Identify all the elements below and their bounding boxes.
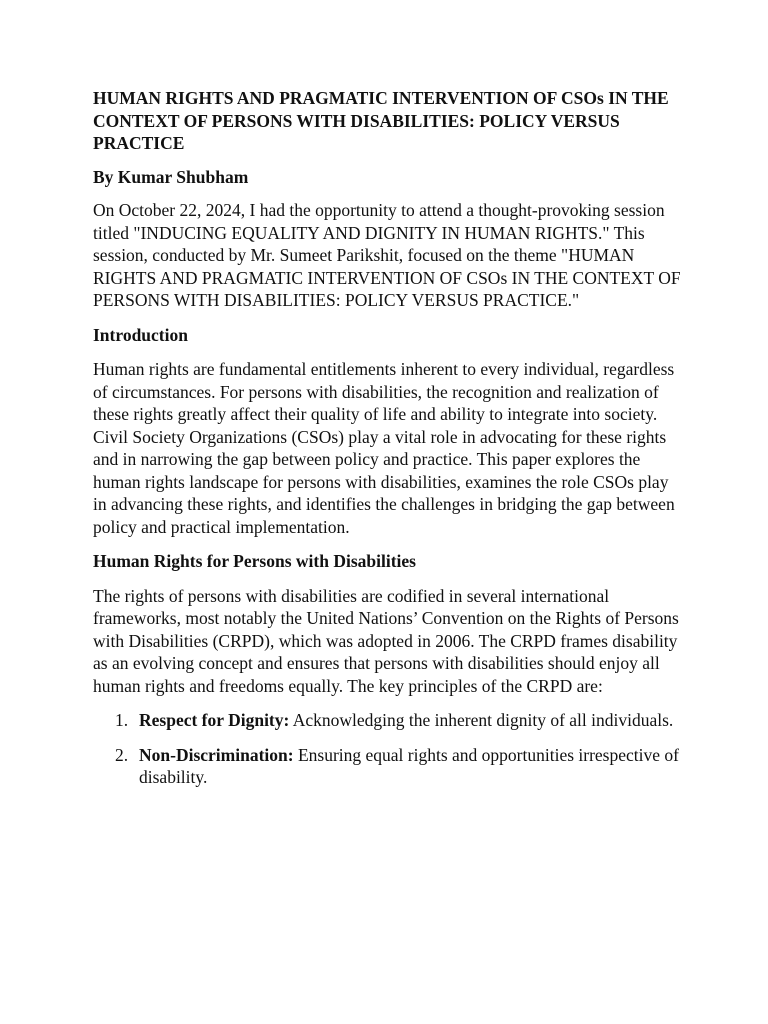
list-item-text: Acknowledging the inherent dignity of all individuals. — [289, 710, 674, 730]
document-title: HUMAN RIGHTS AND PRAGMATIC INTERVENTION OF CSOs IN THE CONTEXT OF PERSONS WITH DISABILITIES: POLICY VERSUS PRACTICE — [93, 88, 669, 153]
crpd-principles-list — [93, 709, 683, 789]
list-item-text: Ensuring equal rights and opportunities irrespective of disability. — [139, 744, 679, 787]
list-item — [93, 744, 683, 789]
intro-paragraph: On October 22, 2024, I had the opportunity to attend a thought-provoking session titled "INDUCING EQUALITY AND DIGNITY IN HUMAN RIGHTS." This session, conducted by Mr. Sumeet Parikshit, focused on the theme "HUMAN RIGHTS AND PRAGMATIC INTERVENTION OF CSOs IN THE CONTEXT OF PERSONS WITH DISABILITIES: POLICY VERSUS PRACTICE." — [93, 200, 681, 310]
introduction-paragraph: Human rights are fundamental entitlements inherent to every individual, regardless of circumstances. For persons with disabilities, the recognition and realization of these rights greatly affect their quality of life and ability to integrate into society. Civil Society Organizations (CSOs) play a vital role in advocating for these rights and in narrowing the gap between policy and practice. This paper explores the human rights landscape for persons with disabilities, examines the role CSOs play in advancing these rights, and identifies the challenges in bridging the gap between policy and practical implementation. — [93, 359, 675, 537]
human-rights-paragraph: The rights of persons with disabilities are codified in several international frameworks, most notably the United Nations’ Convention on the Rights of Persons with Disabilities (CRPD), which was adopted in 2006. The CRPD frames disability as an evolving concept and ensures that persons with disabilities should enjoy all human rights and freedoms equally. The key principles of the CRPD are: — [93, 585, 679, 696]
list-item-term: Respect for Dignity: — [139, 710, 290, 730]
section-heading-human-rights: Human Rights for Persons with Disabilities — [93, 551, 416, 571]
list-item-number: 1. — [115, 710, 129, 730]
document-page — [93, 87, 683, 801]
list-item-number: 2. — [115, 744, 129, 765]
list-item-term: Non-Discrimination: — [139, 744, 294, 765]
author-byline: By Kumar Shubham — [93, 166, 249, 187]
list-item — [93, 709, 683, 732]
section-heading-introduction: Introduction — [93, 324, 188, 345]
